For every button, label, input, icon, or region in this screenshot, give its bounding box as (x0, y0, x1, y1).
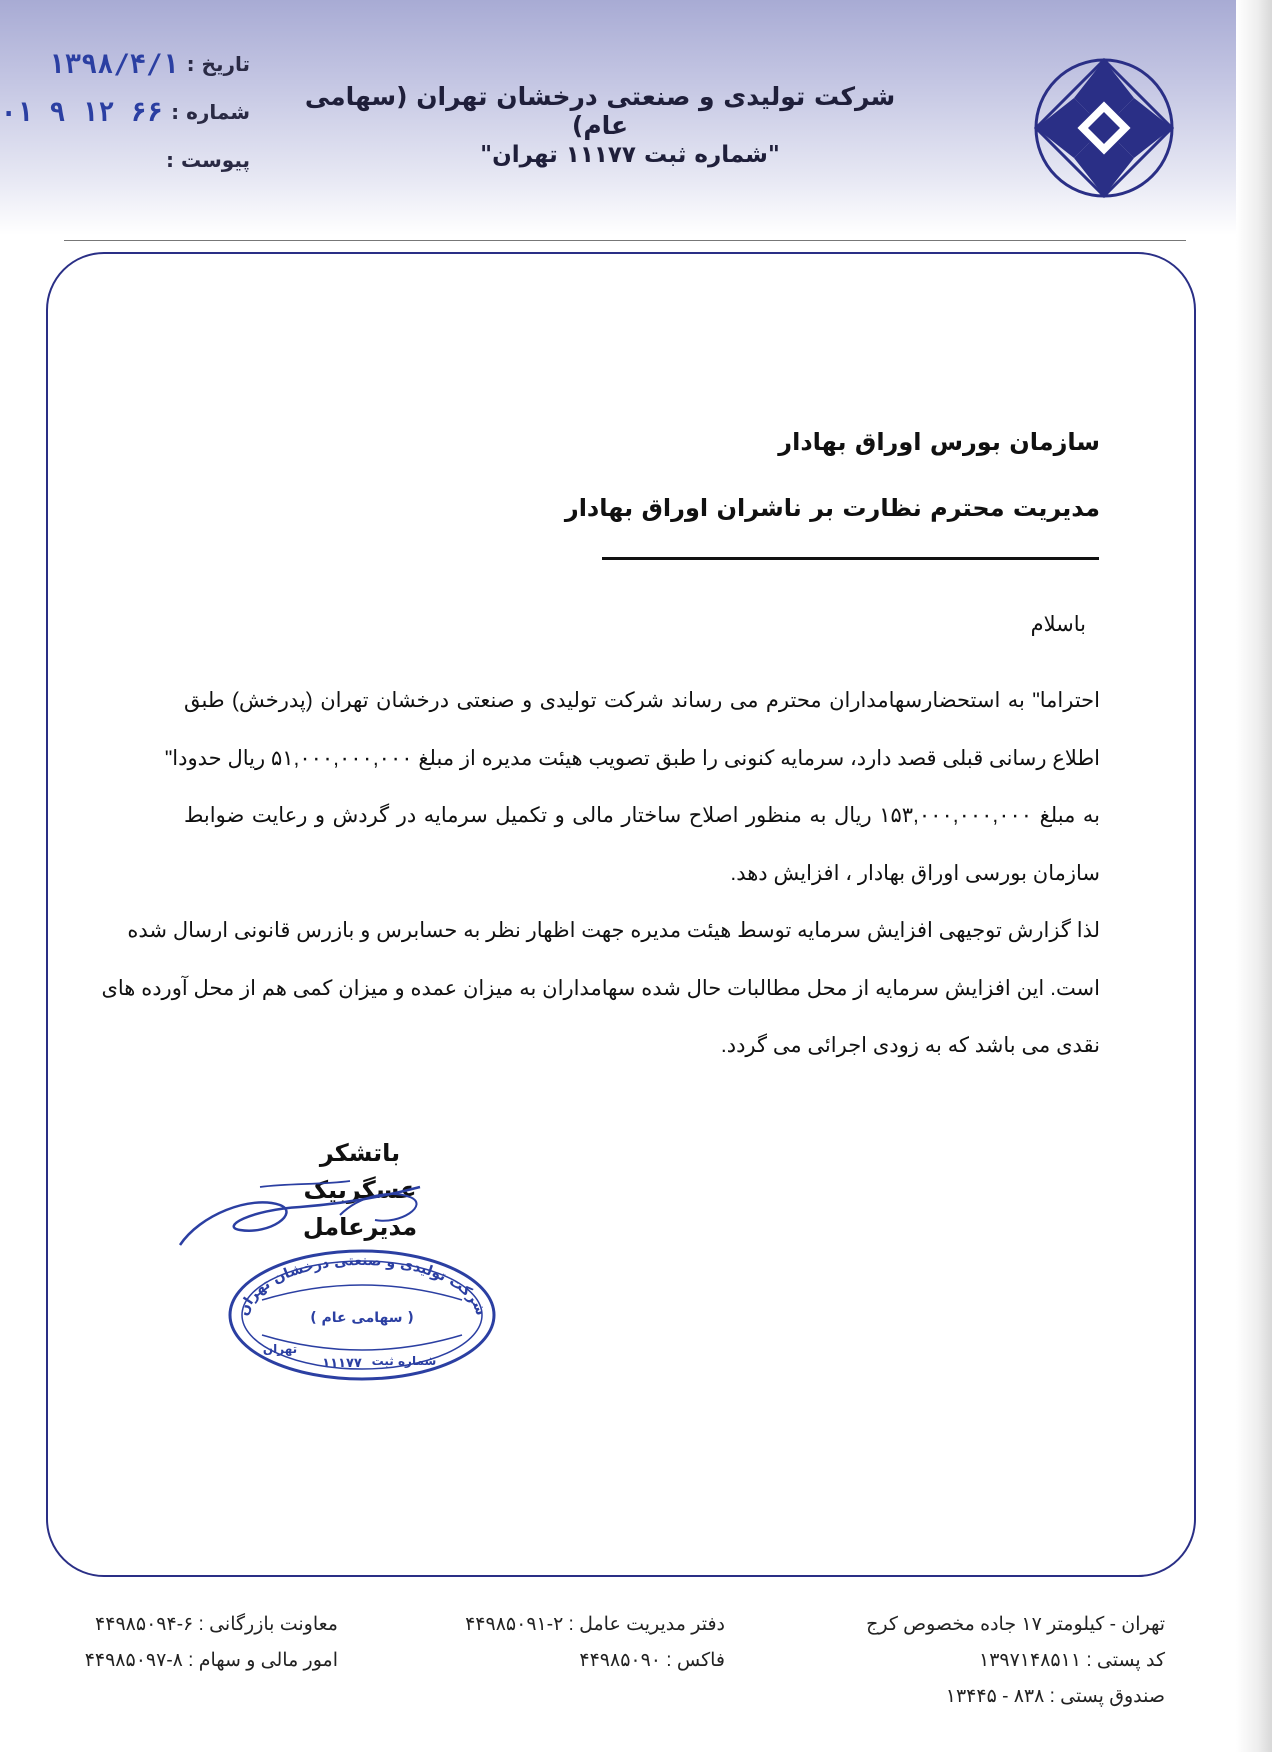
footer-office-column (420, 1607, 725, 1679)
body-line: به مبلغ ۱۵۳,۰۰۰,۰۰۰,۰۰۰ ریال به منظور اصلاح ساختار مالی و تکمیل سرمایه در گردش و رعایت ضوابط (184, 804, 1100, 827)
meta-attachment (10, 136, 250, 184)
attachment-label: پیوست : (165, 148, 250, 172)
company-stamp (222, 1245, 502, 1385)
footer-address-column (840, 1607, 1165, 1715)
greeting: باسلام (1030, 613, 1086, 636)
number-label: شماره : (171, 100, 250, 124)
company-logo-icon (1030, 48, 1178, 208)
meta-number (0, 88, 250, 136)
body-line: سازمان بورسی اوراق بهادار ، افزایش دهد. (730, 861, 1100, 885)
footer-ceo-office: دفتر مدیریت عامل : ۲-۴۴۹۸۵۰۹۱ (465, 1614, 725, 1635)
recipient-line-2: مدیریت محترم نظارت بر ناشران اوراق بهادار (564, 494, 1100, 522)
scan-edge-shadow (1236, 0, 1272, 1752)
body-line: است. این افزایش سرمایه از محل مطالبات حال شده سهامداران به میزان عمده و میزان کمی هم از محل آورده های (101, 976, 1100, 1000)
stamp-city: تهران (262, 1342, 298, 1356)
company-name: شرکت تولیدی و صنعتی درخشان تهران (سهامی عام) (304, 82, 896, 140)
body-line: اطلاع رسانی قبلی قصد دارد، سرمایه کنونی را طبق تصویب هیئت مدیره از مبلغ ۵۱,۰۰۰,۰۰۰,۰۰۰ ریال حدودا" (164, 746, 1100, 770)
stamp-reg-no: ۱۱۱۷۷ (322, 1356, 362, 1371)
recipient-line-1: سازمان بورس اوراق بهادار (778, 428, 1100, 456)
footer-departments-column (70, 1607, 338, 1679)
date-label: تاریخ : (186, 52, 250, 76)
footer-postal-code: کد پستی : ۱۳۹۷۱۴۸۵۱۱ (978, 1650, 1165, 1671)
number-value: ۶۶ ۱۲ ۹ ۰۱ (0, 96, 164, 128)
header-divider (64, 240, 1186, 241)
footer-po-box: صندوق پستی : ۸۳۸ - ۱۳۴۴۵ (945, 1686, 1165, 1707)
closing: باتشکر (319, 1139, 401, 1167)
letter-footer (0, 1605, 1272, 1745)
letter-body (101, 672, 1100, 1075)
date-value: ۱۳۹۸/۴/۱ (48, 48, 179, 80)
recipient-underline (602, 557, 1099, 560)
signer-title: مدیرعامل (302, 1213, 418, 1241)
footer-fax: فاکس : ۴۴۹۸۵۰۹۰ (579, 1650, 725, 1671)
body-line: احتراما" به استحضارسهامداران محترم می رساند شرکت تولیدی و صنعتی درخشان تهران (پدرخش) طبق (184, 689, 1100, 712)
body-line: نقدی می باشد که به زودی اجرائی می گردد. (720, 1034, 1100, 1057)
footer-commerce: معاونت بازرگانی : ۶-۴۴۹۸۵۰۹۴ (95, 1614, 338, 1635)
stamp-reg-label: شماره ثبت (371, 1354, 437, 1368)
footer-finance: امور مالی و سهام : ۸-۴۴۹۸۵۰۹۷ (84, 1650, 338, 1671)
stamp-company: شرکت تولیدی و صنعتی درخشان تهران (235, 1252, 489, 1318)
stamp-type: ( سهامی عام ) (310, 1310, 414, 1326)
body-line: لذا گزارش توجیهی افزایش سرمایه توسط هیئت مدیره جهت اظهار نظر به حسابرس و بازرس قانونی ارسال شده (127, 919, 1100, 942)
letter-meta (0, 40, 250, 184)
registration-number: "شماره ثبت ۱۱۱۷۷ تهران" (480, 142, 780, 168)
meta-date (10, 40, 250, 88)
signer-name: عسگربیک (303, 1176, 417, 1204)
footer-address: تهران - کیلومتر ۱۷ جاده مخصوص کرج (866, 1614, 1165, 1635)
